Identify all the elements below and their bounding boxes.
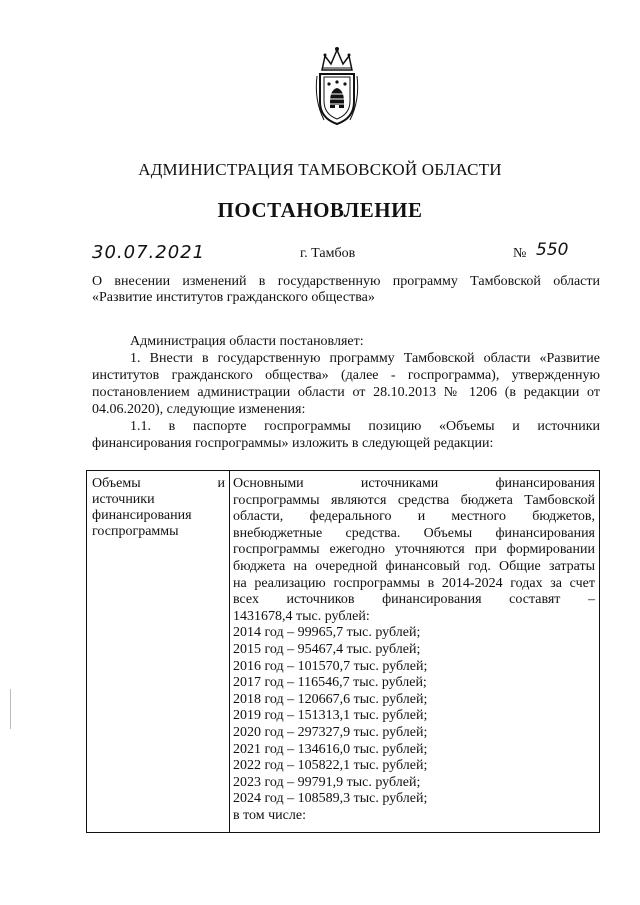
right-cell-line: 2017 год – 116546,7 тыс. рублей; [233, 675, 427, 691]
subject-line-1: О внесении изменений в государственную программу Тамбовской области [92, 274, 600, 289]
number-sign: № [513, 246, 527, 261]
table-left-cell [92, 476, 225, 540]
table-column-divider [229, 471, 230, 832]
right-cell-line: 2023 год – 99791,9 тыс. рублей; [233, 774, 421, 790]
right-cell-line: 2024 год – 108589,3 тыс. рублей; [233, 791, 428, 807]
right-cell-line: области, федерального и местного бюджетов, [233, 509, 595, 525]
left-cell-line: финансирования [92, 508, 192, 523]
body-line: 1. Внести в государственную программу Тамбовской области «Развитие [130, 351, 600, 366]
document-type-title: ПОСТАНОВЛЕНИЕ [217, 198, 423, 222]
right-cell-line: 2019 год – 151313,1 тыс. рублей; [233, 708, 428, 724]
scan-margin-mark [10, 689, 11, 729]
right-cell-line: в том числе: [233, 807, 306, 823]
body-line: финансирования госпрограммы» изложить в следующей редакции: [92, 436, 494, 451]
left-cell-line: госпрограммы [92, 524, 179, 539]
funding-table [86, 470, 600, 833]
left-cell-line: источники [92, 492, 155, 507]
left-cell-line [92, 476, 225, 492]
body-line: постановлением администрации области от 28.10.2013 № 1206 (в редакции от [92, 385, 600, 400]
handwritten-number: 550 [536, 240, 569, 260]
subject-line-2: «Развитие институтов гражданского общества» [92, 290, 375, 305]
table-right-cell [233, 476, 595, 824]
left-cell-word: и [217, 476, 225, 491]
right-cell-line: Основными источниками финансирования [233, 476, 595, 491]
city-label: г. Тамбов [300, 246, 356, 261]
left-cell-word: Объемы [92, 476, 141, 491]
right-cell-line: 2020 год – 297327,9 тыс. рублей; [233, 724, 428, 740]
body-line: институтов гражданского общества» (далее - госпрограмма), утвержденную [92, 368, 600, 383]
right-cell-line: госпрограммы ежегодно уточняются при формировании [233, 542, 595, 558]
right-cell-line: всех источников финансирования составят – [233, 592, 595, 608]
body-line: 1.1. в паспорте госпрограммы позицию «Объемы и источники [130, 419, 600, 434]
organization-title: АДМИНИСТРАЦИЯ ТАМБОВСКОЙ ОБЛАСТИ [138, 160, 502, 179]
right-cell-line: внебюджетные средства. Объемы финансирования [233, 525, 595, 541]
right-cell-line: бюджета на очередной финансовый год. Общие затраты [233, 558, 595, 574]
right-cell-line: на реализацию госпрограммы в 2014-2024 годах за счет [233, 575, 595, 591]
right-cell-line: 2022 год – 105822,1 тыс. рублей; [233, 758, 428, 774]
body-line: Администрация области постановляет: [130, 334, 364, 349]
right-cell-line: 2015 год – 95467,4 тыс. рублей; [233, 641, 421, 657]
right-cell-line: 2014 год – 99965,7 тыс. рублей; [233, 625, 421, 641]
right-cell-line: 1431678,4 тыс. рублей: [233, 608, 370, 624]
coat-of-arms-emblem-icon [312, 42, 362, 128]
right-cell-line: 2016 год – 101570,7 тыс. рублей; [233, 658, 428, 674]
right-cell-line: 2018 год – 120667,6 тыс. рублей; [233, 691, 428, 707]
right-cell-line: 2021 год – 134616,0 тыс. рублей; [233, 741, 428, 757]
body-line: 04.06.2020), следующие изменения: [92, 402, 306, 417]
right-cell-line: госпрограммы являются средства бюджета Тамбовской [233, 492, 595, 508]
handwritten-date: 30.07.2021 [92, 242, 206, 263]
